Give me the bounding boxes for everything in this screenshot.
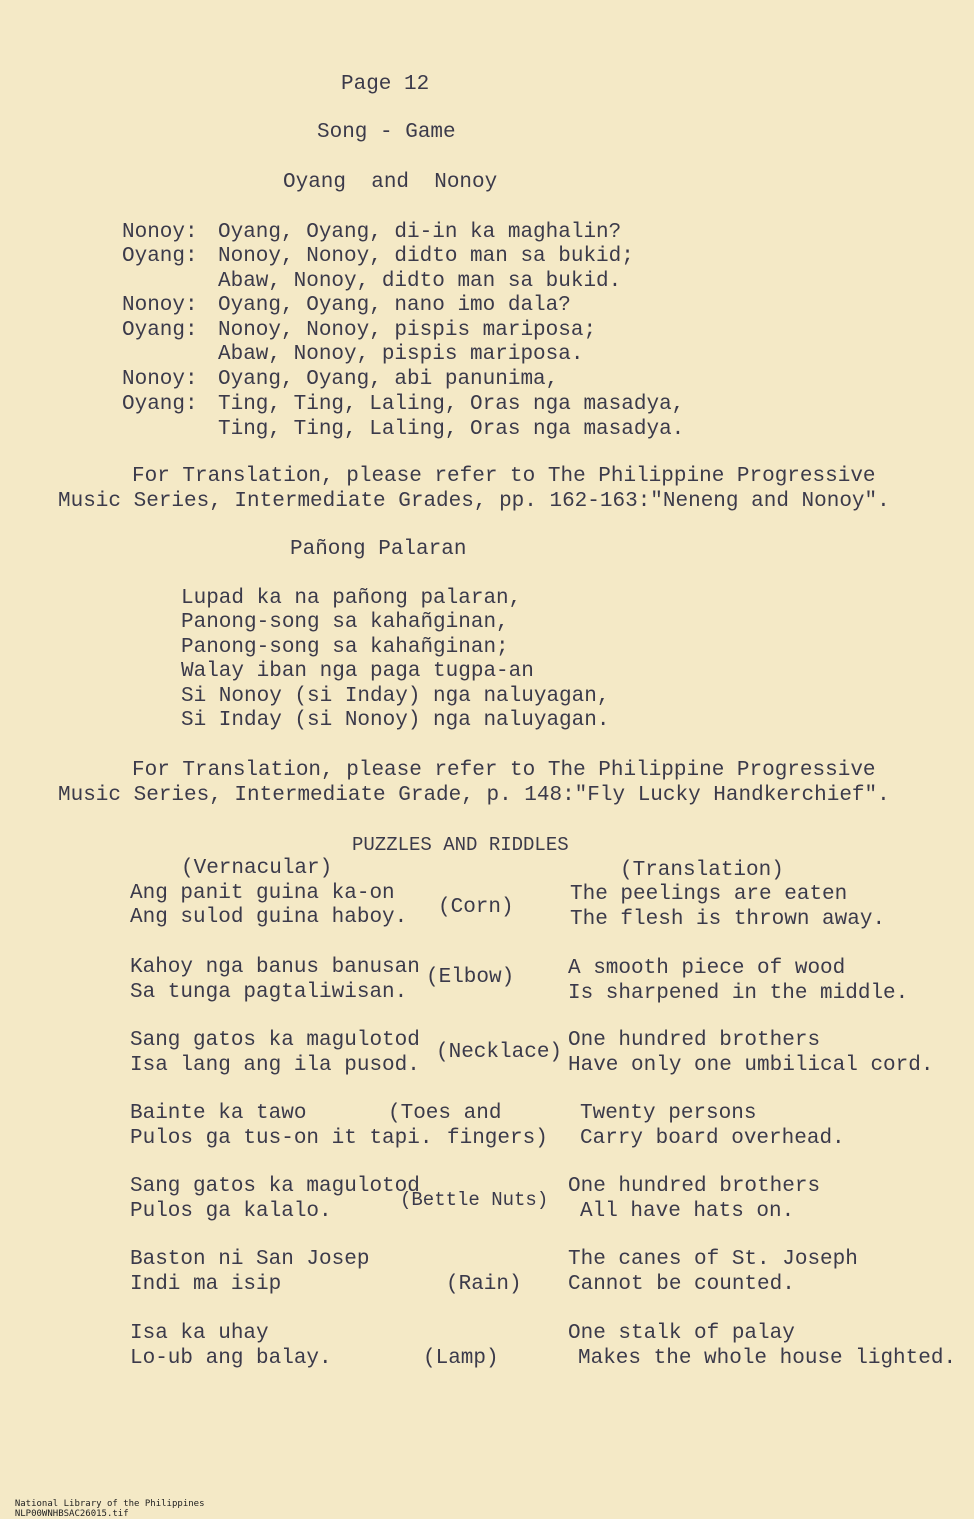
riddle-answer: (Elbow) [426, 966, 515, 989]
riddle-translation: A smooth piece of wood [568, 957, 846, 980]
section-title: Song - Game [317, 121, 456, 144]
riddle-answer: fingers) [447, 1127, 548, 1150]
lyric-line: Nonoy, Nonoy, pispis mariposa; [218, 319, 597, 342]
riddle-vernacular: Indi ma isip [130, 1273, 282, 1296]
lyric-line: Ting, Ting, Laling, Oras nga masadya, [218, 393, 685, 416]
lyric-line: Abaw, Nonoy, didto man sa bukid. [218, 270, 622, 293]
riddle-vernacular: Isa ka uhay [130, 1322, 269, 1345]
lyric-line: Nonoy, Nonoy, didto man sa bukid; [218, 245, 634, 268]
riddle-vernacular: Sang gatos ka magulotod [130, 1029, 420, 1052]
page-label: Page 12 [341, 73, 430, 96]
riddle-vernacular: Bainte ka tawo [130, 1102, 307, 1125]
song1-title: Oyang and Nonoy [283, 171, 498, 194]
song1-note-line2: Music Series, Intermediate Grades, pp. 162-163:"Neneng and Nonoy". [58, 490, 890, 513]
riddle-answer: (Lamp) [423, 1347, 499, 1370]
lyric-line: Ting, Ting, Laling, Oras nga masadya. [218, 418, 685, 441]
riddles-title: PUZZLES AND RIDDLES [352, 834, 569, 856]
riddle-vernacular: Pulos ga tus-on it tapi. [130, 1127, 433, 1150]
riddle-vernacular: Baston ni San Josep [130, 1248, 370, 1271]
riddle-translation: Is sharpened in the middle. [568, 982, 909, 1005]
lyric-line: Walay iban nga paga tugpa-an [181, 660, 534, 683]
riddle-translation: Carry board overhead. [580, 1127, 845, 1150]
riddle-translation: All have hats on. [580, 1200, 795, 1223]
riddle-translation: Cannot be counted. [568, 1273, 795, 1296]
song1-note-line1: For Translation, please refer to The Philippine Progressive [132, 465, 876, 488]
scan-footer [4, 1489, 229, 1519]
riddle-vernacular: Pulos ga kalalo. [130, 1200, 332, 1223]
lyric-line: Oyang, Oyang, di-in ka maghalin? [218, 221, 622, 244]
riddle-vernacular: Lo-ub ang balay. [130, 1347, 332, 1370]
footer-library: National Library of the Philippines [14, 1499, 205, 1509]
lyric-speaker: Nonoy: [122, 368, 198, 391]
song2-note-line2: Music Series, Intermediate Grade, p. 148:"Fly Lucky Handkerchief". [58, 784, 890, 807]
riddle-translation: The canes of St. Joseph [568, 1248, 858, 1271]
lyric-speaker: Oyang: [122, 245, 198, 268]
lyric-line: Panong-song sa kahañginan, [181, 611, 509, 634]
riddle-answer: (Rain) [446, 1273, 522, 1296]
lyric-speaker: Oyang: [122, 319, 198, 342]
lyric-line: Si Nonoy (si Inday) nga naluyagan, [181, 685, 610, 708]
lyric-line: Abaw, Nonoy, pispis mariposa. [218, 343, 584, 366]
lyric-speaker: Nonoy: [122, 221, 198, 244]
vernacular-header: (Vernacular) [181, 857, 333, 880]
riddle-answer: (Necklace) [436, 1041, 563, 1064]
riddle-translation: The flesh is thrown away. [570, 908, 886, 931]
lyric-speaker: Oyang: [122, 393, 198, 416]
lyric-line: Panong-song sa kahañginan; [181, 636, 509, 659]
riddle-answer: (Toes and [388, 1102, 502, 1125]
footer-file: NLP00WNHBSAC26015.tif [14, 1509, 129, 1519]
riddle-translation: Have only one umbilical cord. [568, 1054, 934, 1077]
riddle-vernacular: Isa lang ang ila pusod. [130, 1054, 420, 1077]
lyric-line: Lupad ka na pañong palaran, [181, 587, 522, 610]
translation-header: (Translation) [620, 859, 784, 882]
riddle-translation: One hundred brothers [568, 1175, 821, 1198]
lyric-line: Oyang, Oyang, abi panunima, [218, 368, 559, 391]
riddle-vernacular: Ang panit guina ka-on [130, 882, 395, 905]
riddle-vernacular: Ang sulod guina haboy. [130, 906, 408, 929]
lyric-line: Si Inday (si Nonoy) nga naluyagan. [181, 709, 610, 732]
riddle-translation: One hundred brothers [568, 1029, 821, 1052]
riddle-translation: One stalk of palay [568, 1322, 795, 1345]
riddle-vernacular: Sa tunga pagtaliwisan. [130, 981, 408, 1004]
riddle-answer: (Bettle Nuts) [400, 1189, 549, 1211]
riddle-translation: Twenty persons [580, 1102, 757, 1125]
riddle-vernacular: Kahoy nga banus banusan [130, 956, 420, 979]
riddle-answer: (Corn) [438, 896, 514, 919]
riddle-vernacular: Sang gatos ka magulotod [130, 1175, 420, 1198]
song2-note-line1: For Translation, please refer to The Philippine Progressive [132, 759, 876, 782]
riddle-translation: The peelings are eaten [570, 883, 848, 906]
lyric-speaker: Nonoy: [122, 294, 198, 317]
song2-title: Pañong Palaran [290, 538, 467, 561]
lyric-line: Oyang, Oyang, nano imo dala? [218, 294, 571, 317]
riddle-translation: Makes the whole house lighted. [578, 1347, 957, 1370]
